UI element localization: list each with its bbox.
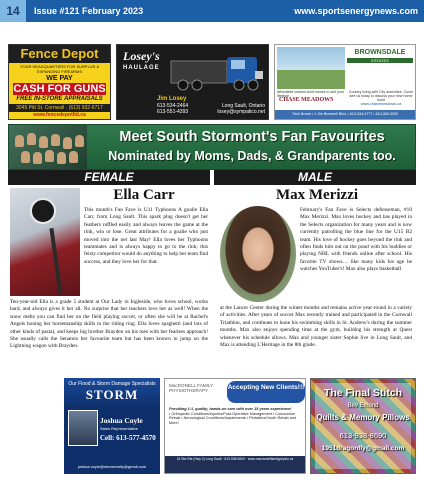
losey-contact-name: Jim Losey <box>157 96 187 102</box>
losey-haulage-ad[interactable] <box>116 44 269 120</box>
issue-label: Issue #121 February 2023 <box>34 6 144 16</box>
team-photo <box>9 125 87 169</box>
fence-depot-logo: Fence Depot <box>9 45 110 63</box>
fence-depot-site: www.fencedepotltd.ca <box>33 112 86 118</box>
stitch-owner: Bev Emond <box>347 403 379 409</box>
fan-favourites-banner <box>8 124 416 170</box>
fence-depot-tagline: YOUR HEADQUARTERS FOR SURPLUS & EXPANDING FIREARMS <box>19 64 100 74</box>
brownsdale-logo: BROWNSDALE <box>354 49 406 56</box>
brownsdale-tagline: Affordable custom-built homes to suit your lifestyle <box>277 90 345 98</box>
chase-meadows-logo: CHASE MEADOWS <box>279 97 334 103</box>
agent-name: Joshua Coyle <box>100 416 143 425</box>
physio-ad[interactable] <box>164 378 306 474</box>
site-url-link[interactable]: www.sportsenergynews.com <box>294 6 418 16</box>
male-fave-text-1: February's Fan Fave is Selects defenseman, #10 Max Merizzi. Max loves hockey and has played in the Selects organization for many years and is now currently patrolling the blue line for the U15 B2 team. His love of hockey goes beyond the rink and often finds him out on the pond with his buddies or playing NHL with friends online after school. His favorite TV shows… like many kids his age he watches YouTuber's! Max also plays basketball <box>300 207 412 273</box>
male-label: MALE <box>214 170 416 185</box>
physio-new-clients-badge: Accepting New Clients!!! <box>227 381 305 403</box>
storm-kicker: Our Flood & Storm Damage Specialists <box>68 381 156 387</box>
brownsdale-country-text: Country living with City amenities. Come see us today to discuss your new home build <box>348 90 414 102</box>
goalie-helmet <box>30 198 56 224</box>
female-fave-text-1: This month's Fan Fave is U11 Typhoons A goalie Ella Carr, from Long Sault. This spark plug doesn't get her feathers ruffled easily and always leaves the game at the rink, win or lose. Great attributes for a goalie who just moved into the net last May! Ella loves her Typhoons teammates and is always happy to go to the rink; this feisty competitor would do anything to help her team find success, and they love her for that. <box>84 207 208 265</box>
male-fave-name: Max Merizzi <box>275 187 359 203</box>
brownsdale-ad[interactable] <box>274 44 416 120</box>
physio-intro: Providing 1:1, quality, hands-on care with over 15 years experience! <box>169 407 292 411</box>
fence-depot-ad[interactable] <box>8 44 111 120</box>
bottom-ad-row <box>8 378 416 474</box>
brownsdale-sub: ESTATES <box>347 58 413 63</box>
fence-depot-cash: CASH FOR GUNS <box>13 83 106 95</box>
agent-role: Sales Representative <box>100 426 139 431</box>
losey-location-block <box>217 103 265 115</box>
ella-carr-photo <box>10 188 80 296</box>
losey-phone-cell: 613-551-4393 <box>157 109 189 115</box>
banner-title: Meet South Stormont's Fan Favourites <box>119 129 385 145</box>
losey-phones <box>157 103 188 115</box>
storm-realty-ad[interactable] <box>64 378 160 474</box>
stitch-email: 1951dragonfly@gmail.com <box>321 445 405 452</box>
fence-depot-we-pay: WE PAY <box>46 75 73 82</box>
fence-depot-address: 3045 Pitt St. Cornwall · (613) 932-6717 <box>9 104 110 112</box>
agent-email: joshua.coyle@stormrealty@gmail.com <box>77 464 147 469</box>
fence-depot-appraisals: FREE IN-STORE APPRAISALS <box>16 96 103 102</box>
female-fave-text-2: Ten-year-old Ella is a grade 5 student at Our Lady in Ingleside, who loves school, works hard, and always gives it her all. No surprise that her teachers love her as well! When the snow melts you can find her on the field playing soccer, or often she will be at Rachel's Angels honing her horsemanship skills in the riding ring. Ella loves spaghetti (and lots of other kinds of pasta), and keeps big brother Brayden on his toes with her fearless approach! She usually calls the Senators her favourite team but has been known to jump on the Lightning wagon with Brayden. <box>10 299 208 350</box>
agent-photo <box>68 410 98 446</box>
house-photo <box>277 47 345 89</box>
page-header <box>0 0 424 22</box>
losey-haulage: HAULAGE <box>123 65 160 71</box>
page-number: 14 <box>0 0 26 22</box>
truck-icon <box>169 51 265 93</box>
storm-logo: STORM <box>85 387 139 402</box>
physio-logo: MacDONELL FAMILY PHYSIOTHERAPY <box>169 383 214 394</box>
physio-services <box>169 407 303 425</box>
female-fave-name: Ella Carr <box>113 187 175 203</box>
top-ad-row <box>8 44 416 120</box>
losey-location: Long Sault, Ontario <box>221 103 265 109</box>
male-fave-text-2: at the Lancer Center during the winter months and remains active year-round in a variety of activities. After years of soccer Max recently trained and participated in the Cornwall Triathlon, and continues to hone his swimming skills in St. Andrew's during the summer months. Max also enjoys spending time at the gym, building his strength at Quest whenever his schedule allows. Max and younger sister Sophie live in Long Sault, and Max is attending L'Heritage in the 8th grade. <box>220 305 412 349</box>
losey-email: losey@sympatico.net <box>217 109 265 115</box>
physio-footer: 16 Ste-Rte (Hwy 2) Long Sault · 613-938-5600 · www.macdonellfamilyphysio.ca <box>165 456 305 473</box>
stitch-product: Quilts & Memory Pillows <box>316 413 410 422</box>
max-merizzi-photo <box>220 206 296 302</box>
losey-phone-office: 613-534-2464 <box>157 103 189 109</box>
storm-header <box>64 378 160 408</box>
goalie-stick <box>49 228 62 294</box>
female-label: FEMALE <box>8 170 210 185</box>
final-stitch-ad[interactable] <box>310 378 416 474</box>
brownsdale-footer: Trish Brown • 1 Jim Brownell Blvd. • 613-534-4777 • 613-363-3030 <box>275 110 415 119</box>
physio-items: • Orthopedic Conditions/Injuries/Post-Operative Management • Concussion Rehab • Neurological Conditions/Impairments • Pediatrics/Youth Rehab and More! <box>169 411 297 425</box>
stitch-title: The Final Stitch <box>323 387 403 399</box>
losey-logo: Losey's <box>123 49 160 63</box>
stitch-phone: 613-938-8690 <box>339 431 387 440</box>
agent-cell: Cell: 613-577-4570 <box>100 434 156 442</box>
banner-subtitle: Nominated by Moms, Dads, & Grandparents too. <box>108 149 396 163</box>
brownsdale-site: www.chasemeadows.ca <box>360 102 402 106</box>
